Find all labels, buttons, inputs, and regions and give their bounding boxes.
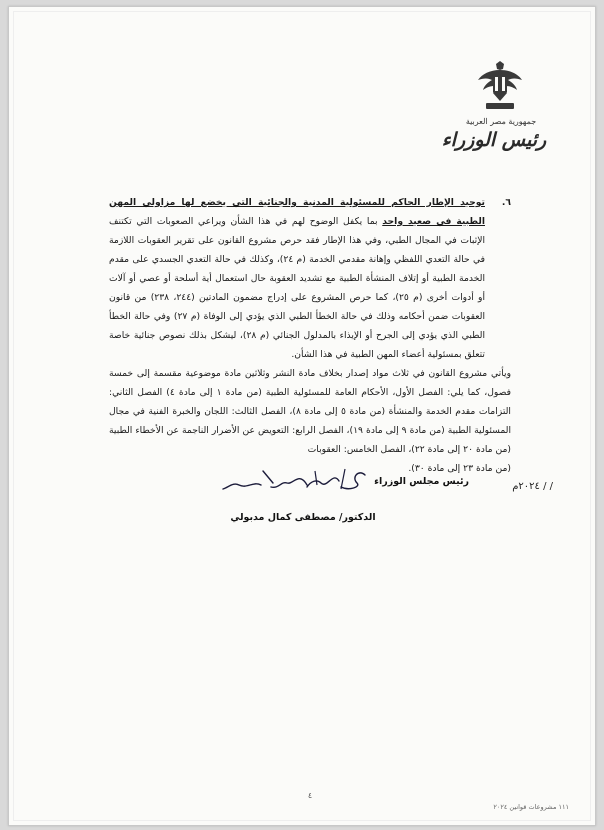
signatory-name: الدكتور/ مصطفى كمال مدبولي bbox=[230, 512, 376, 523]
footer-text: ١١١ مشروعات قوانين ٢٠٢٤ bbox=[493, 803, 569, 811]
item-6-text bbox=[109, 193, 485, 364]
closing-paragraph: ويأتي مشروع القانون في ثلاث مواد إصدار بخلاف مادة النشر وثلاثين مادة موضوعية مقسمة إلى خمسة فصول، كما يلي: الفصل الأول، الأحكام العامة للمسئولية الطبية (من مادة ١ إلى مادة ٤) الفصل الثاني: التزامات مقدم الخدمة والمنشأة (من مادة ٥ إلى مادة ٨)، الفصل الثالث: اللجان والخبرة الفنية في مجال المسئولية الطبية (من مادة ٩ إلى مادة ١٩)، الفصل الرابع: التعويض عن الأضرار الناجمة عن الأخطاء الطبية (من مادة ٢٠ إلى مادة ٢٢)، الفصل الخامس: العقوبات bbox=[109, 368, 512, 455]
item-body: بما يكفل الوضوح لهم في هذا الشأن ويراعي الصعوبات التي تكتنف الإثبات في المجال الطبي، وفي هذا الإطار فقد حرص مشروع القانون على تقرير العقوبات اللازمة في حالة التعدي اللفظي وإهانة مقدمي الخدمة (م ٢٤)، وكذلك في حالة التعدي الجسدي على مقدم الخدمة الطبية أو إتلاف المنشأة الطبية مع تشديد العقوبة حال استعمال أية أسلحة أو عصي أو آلات أو أدوات أخرى (م ٢٥)، كما حرص المشروع على إدراج مضمون المادتين (٢٤٤، ٢٣٨) من قانون العقوبات ضمن أحكامه وذلك في حالة الخطأ الطبي الذي يؤدي إلى الوفاة (م ٢٧) وفي حالة الخطأ الطبي الذي يؤدي إلى الجرح أو الإيذاء بالمدلول الجنائي (م ٢٨)، ليشكل بذلك نصوص جنائية خاصة تتعلق بمسئولية أعضاء المهن الطبية في هذا الشأن. bbox=[109, 216, 486, 360]
document-page bbox=[8, 6, 596, 826]
item-number: ٦. bbox=[501, 197, 511, 208]
office-title: رئيس الوزراء bbox=[441, 129, 547, 151]
page-number: ٤ bbox=[307, 791, 313, 800]
closing-last-line: (من مادة ٢٣ إلى مادة ٣٠). bbox=[408, 463, 511, 474]
signatory-title: رئيس مجلس الوزراء bbox=[374, 476, 469, 487]
document-date: / / ٢٠٢٤م bbox=[512, 481, 553, 492]
item-heading: توحيد الإطار الحاكم للمسئولية المدنية والجنائية التي يخضع لها مزاولي المهن الطبية في صعيد واحد bbox=[109, 197, 485, 227]
country-name: جمهورية مصر العربية bbox=[465, 117, 537, 126]
handwritten-signature bbox=[215, 463, 375, 493]
item-6 bbox=[109, 193, 511, 364]
eagle-emblem-icon bbox=[477, 57, 523, 115]
document-body bbox=[109, 193, 511, 478]
